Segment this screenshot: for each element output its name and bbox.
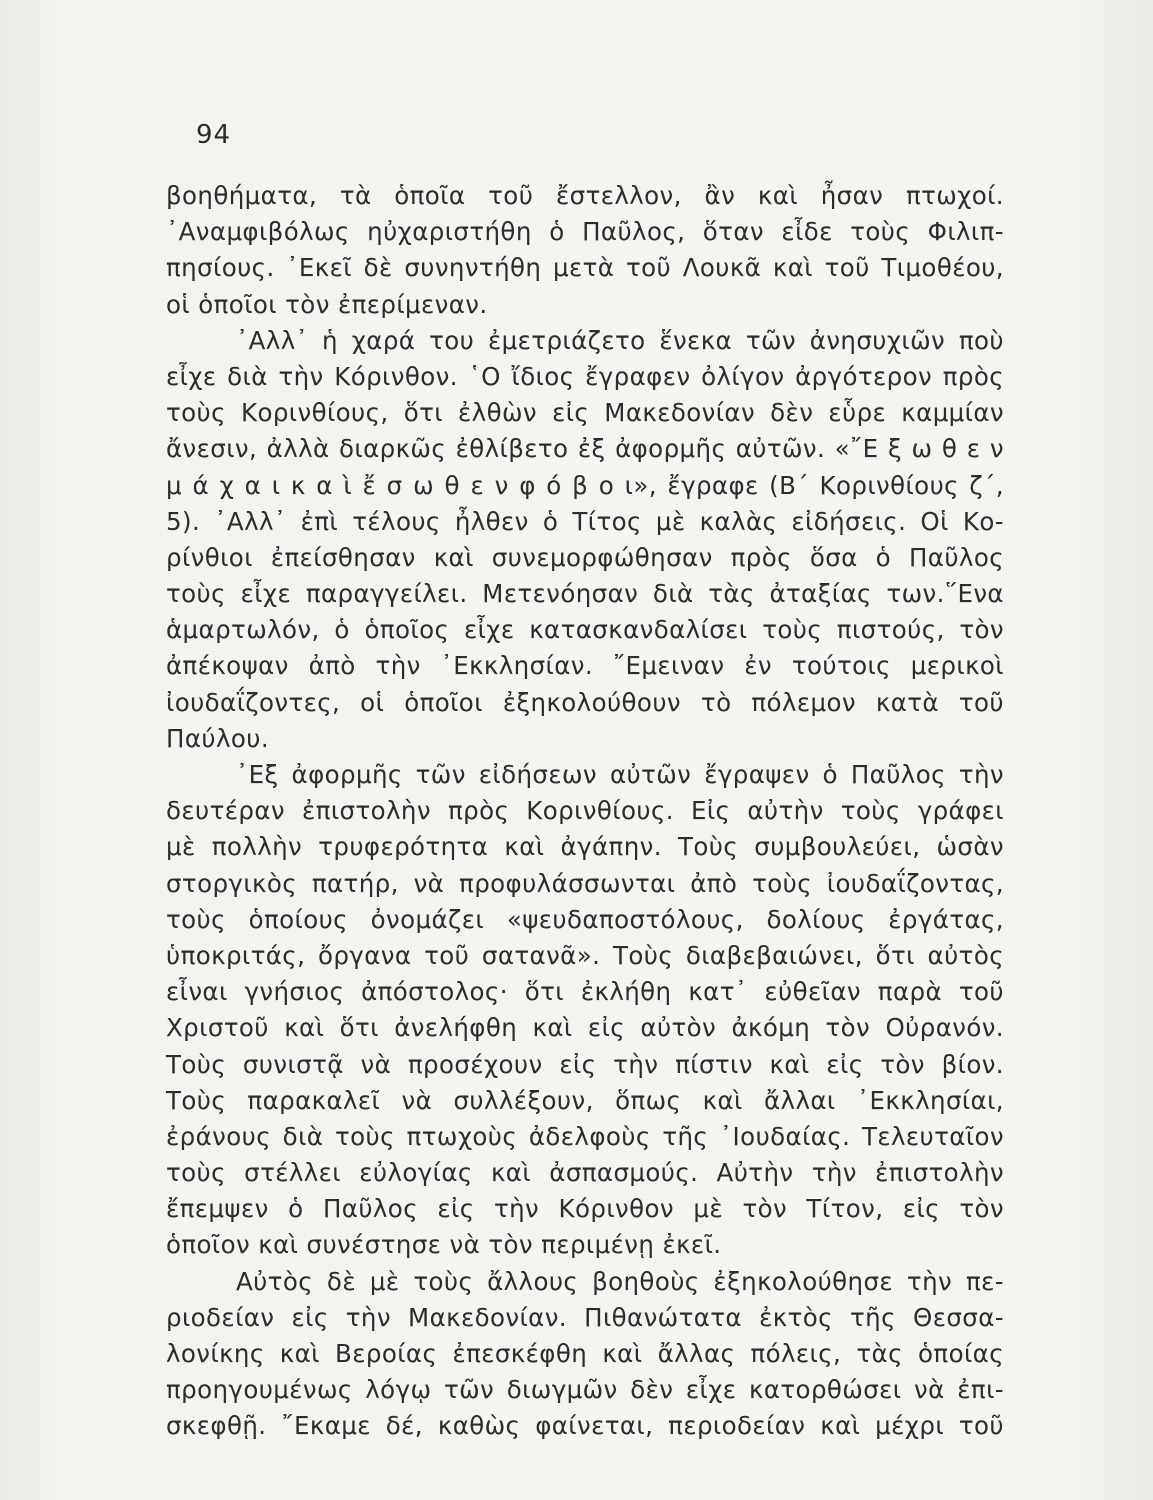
text-line: Αὐτὸς δὲ μὲ τοὺς ἄλλους βοηθοὺς ἐξηκολούθησε τὴν πε- — [236, 1266, 1004, 1296]
text-line: Παύλου. — [166, 723, 270, 753]
text-line: ἄνεσιν, ἀλλὰ διαρκῶς ἐθλίβετο ἐξ ἀφορμῆς αὐτῶν. «῎Ε ξ ω θ ε ν — [166, 434, 1004, 464]
body-text — [166, 178, 1004, 1445]
text-line: ἁμαρτωλόν, ὁ ὁποῖος εἶχε κατασκανδαλίσει τοὺς πιστούς, τὸν — [166, 615, 1004, 645]
text-line: βοηθήματα, τὰ ὁποῖα τοῦ ἔστελλον, ἂν καὶ ἦσαν πτωχοί. — [166, 181, 1004, 210]
text-line: τοὺς εἶχε παραγγείλει. Μετενόησαν διὰ τὰς ἀταξίας των.῞Ενα — [166, 579, 1004, 609]
text-line: μὲ πολλὴν τρυφερότητα καὶ ἀγάπην. Τοὺς συμβουλεύει, ὡσὰν — [166, 832, 1004, 862]
text-line: δευτέραν ἐπιστολὴν πρὸς Κορινθίους. Εἰς αὐτὴν τοὺς γράφει — [166, 796, 1004, 826]
text-line: οἱ ὁποῖοι τὸν ἐπερίμεναν. — [166, 289, 488, 319]
text-line: Τοὺς συνιστᾷ νὰ προσέχουν εἰς τὴν πίστιν καὶ εἰς τὸν βίον. — [166, 1049, 1004, 1079]
text-line: ἀπέκοψαν ἀπὸ τὴν ᾿Εκκλησίαν. ῎Εμειναν ἐν τούτοις μερικοὶ — [166, 651, 1004, 681]
text-line: σκεφθῇ. ῎Εκαμε δέ, καθὼς φαίνεται, περιοδείαν καὶ μέχρι τοῦ — [166, 1411, 1004, 1441]
text-line: λονίκης καὶ Βεροίας ἐπεσκέφθη καὶ ἄλλας πόλεις, τὰς ὁποίας — [166, 1339, 1004, 1368]
text-line: εἶχε διὰ τὴν Κόρινθον. ῾Ο ἴδιος ἔγραφεν ὀλίγον ἀργότερον πρὸς — [166, 361, 1004, 391]
text-line: τοὺς ὁποίους ὀνομάζει «ψευδαποστόλους, δολίους ἐργάτας, — [166, 904, 1004, 934]
text-line: ρίνθιοι ἐπείσθησαν καὶ συνεμορφώθησαν πρὸς ὅσα ὁ Παῦλος — [166, 542, 1004, 572]
text-line: στοργικὸς πατήρ, νὰ προφυλάσσωνται ἀπὸ τοὺς ἰουδαΐζοντας, — [166, 868, 1004, 898]
page-number: 94 — [196, 120, 232, 150]
text-line: ἰουδαΐζοντες, οἱ ὁποῖοι ἐξηκολούθουν τὸ πόλεμον κατὰ τοῦ — [166, 687, 1004, 717]
text-line: τοὺς Κορινθίους, ὅτι ἐλθὼν εἰς Μακεδονίαν δὲν εὗρε καμμίαν — [166, 398, 1004, 428]
text-line: ἔπεμψεν ὁ Παῦλος εἰς τὴν Κόρινθον μὲ τὸν Τίτον, εἰς τὸν — [166, 1194, 1004, 1224]
text-line: ὑποκριτάς, ὄργανα τοῦ σατανᾶ». Τοὺς διαβεβαιώνει, ὅτι αὐτὸς — [166, 940, 1004, 970]
text-line: πησίους. ᾿Εκεῖ δὲ συνηντήθη μετὰ τοῦ Λουκᾶ καὶ τοῦ Τιμοθέου, — [166, 253, 1004, 283]
text-line: ριοδείαν εἰς τὴν Μακεδονίαν. Πιθανώτατα ἐκτὸς τῆς Θεσσα- — [166, 1302, 1004, 1332]
text-line: Τοὺς παρακαλεῖ νὰ συλλέξουν, ὅπως καὶ ἄλλαι ᾿Εκκλησίαι, — [166, 1085, 1004, 1115]
text-line: ᾿Εξ ἀφορμῆς τῶν εἰδήσεων αὐτῶν ἔγραψεν ὁ Παῦλος τὴν — [236, 760, 1004, 789]
text-line: ἐράνους διὰ τοὺς πτωχοὺς ἀδελφοὺς τῆς ᾿Ιουδαίας. Τελευταῖον — [166, 1121, 1004, 1151]
text-line: μ ά χ α ι κ α ὶ ἔ σ ω θ ε ν φ ό β ο ι», ἔγραφε (Β΄ Κορινθίους ζ΄, — [166, 470, 1004, 500]
text-line: εἶναι γνήσιος ἀπόστολος· ὅτι ἐκλήθη κατ᾿ εὐθεῖαν παρὰ τοῦ — [166, 977, 1004, 1007]
text-line: τοὺς στέλλει εὐλογίας καὶ ἀσπασμούς. Αὐτὴν τὴν ἐπιστολὴν — [166, 1158, 1004, 1188]
text-line: ᾿Αλλ᾿ ἡ χαρά του ἐμετριάζετο ἕνεκα τῶν ἀνησυχιῶν ποὺ — [236, 325, 1004, 355]
text-line: Χριστοῦ καὶ ὅτι ἀνελήφθη καὶ εἰς αὐτὸν ἀκόμη τὸν Οὐρανόν. — [166, 1013, 1004, 1043]
text-line: ᾿Αναμφιβόλως ηὐχαριστήθη ὁ Παῦλος, ὅταν εἶδε τοὺς Φιλιπ- — [166, 217, 1004, 247]
text-line: προηγουμένως λόγῳ τῶν διωγμῶν δὲν εἶχε κατορθώσει νὰ ἐπι- — [166, 1375, 1004, 1405]
text-line: 5). ᾿Αλλ᾿ ἐπὶ τέλους ἦλθεν ὁ Τίτος μὲ καλὰς εἰδήσεις. Οἱ Κο- — [166, 506, 1004, 536]
text-line: ὁποῖον καὶ συνέστησε νὰ τὸν περιμένῃ ἐκεῖ. — [166, 1230, 722, 1260]
